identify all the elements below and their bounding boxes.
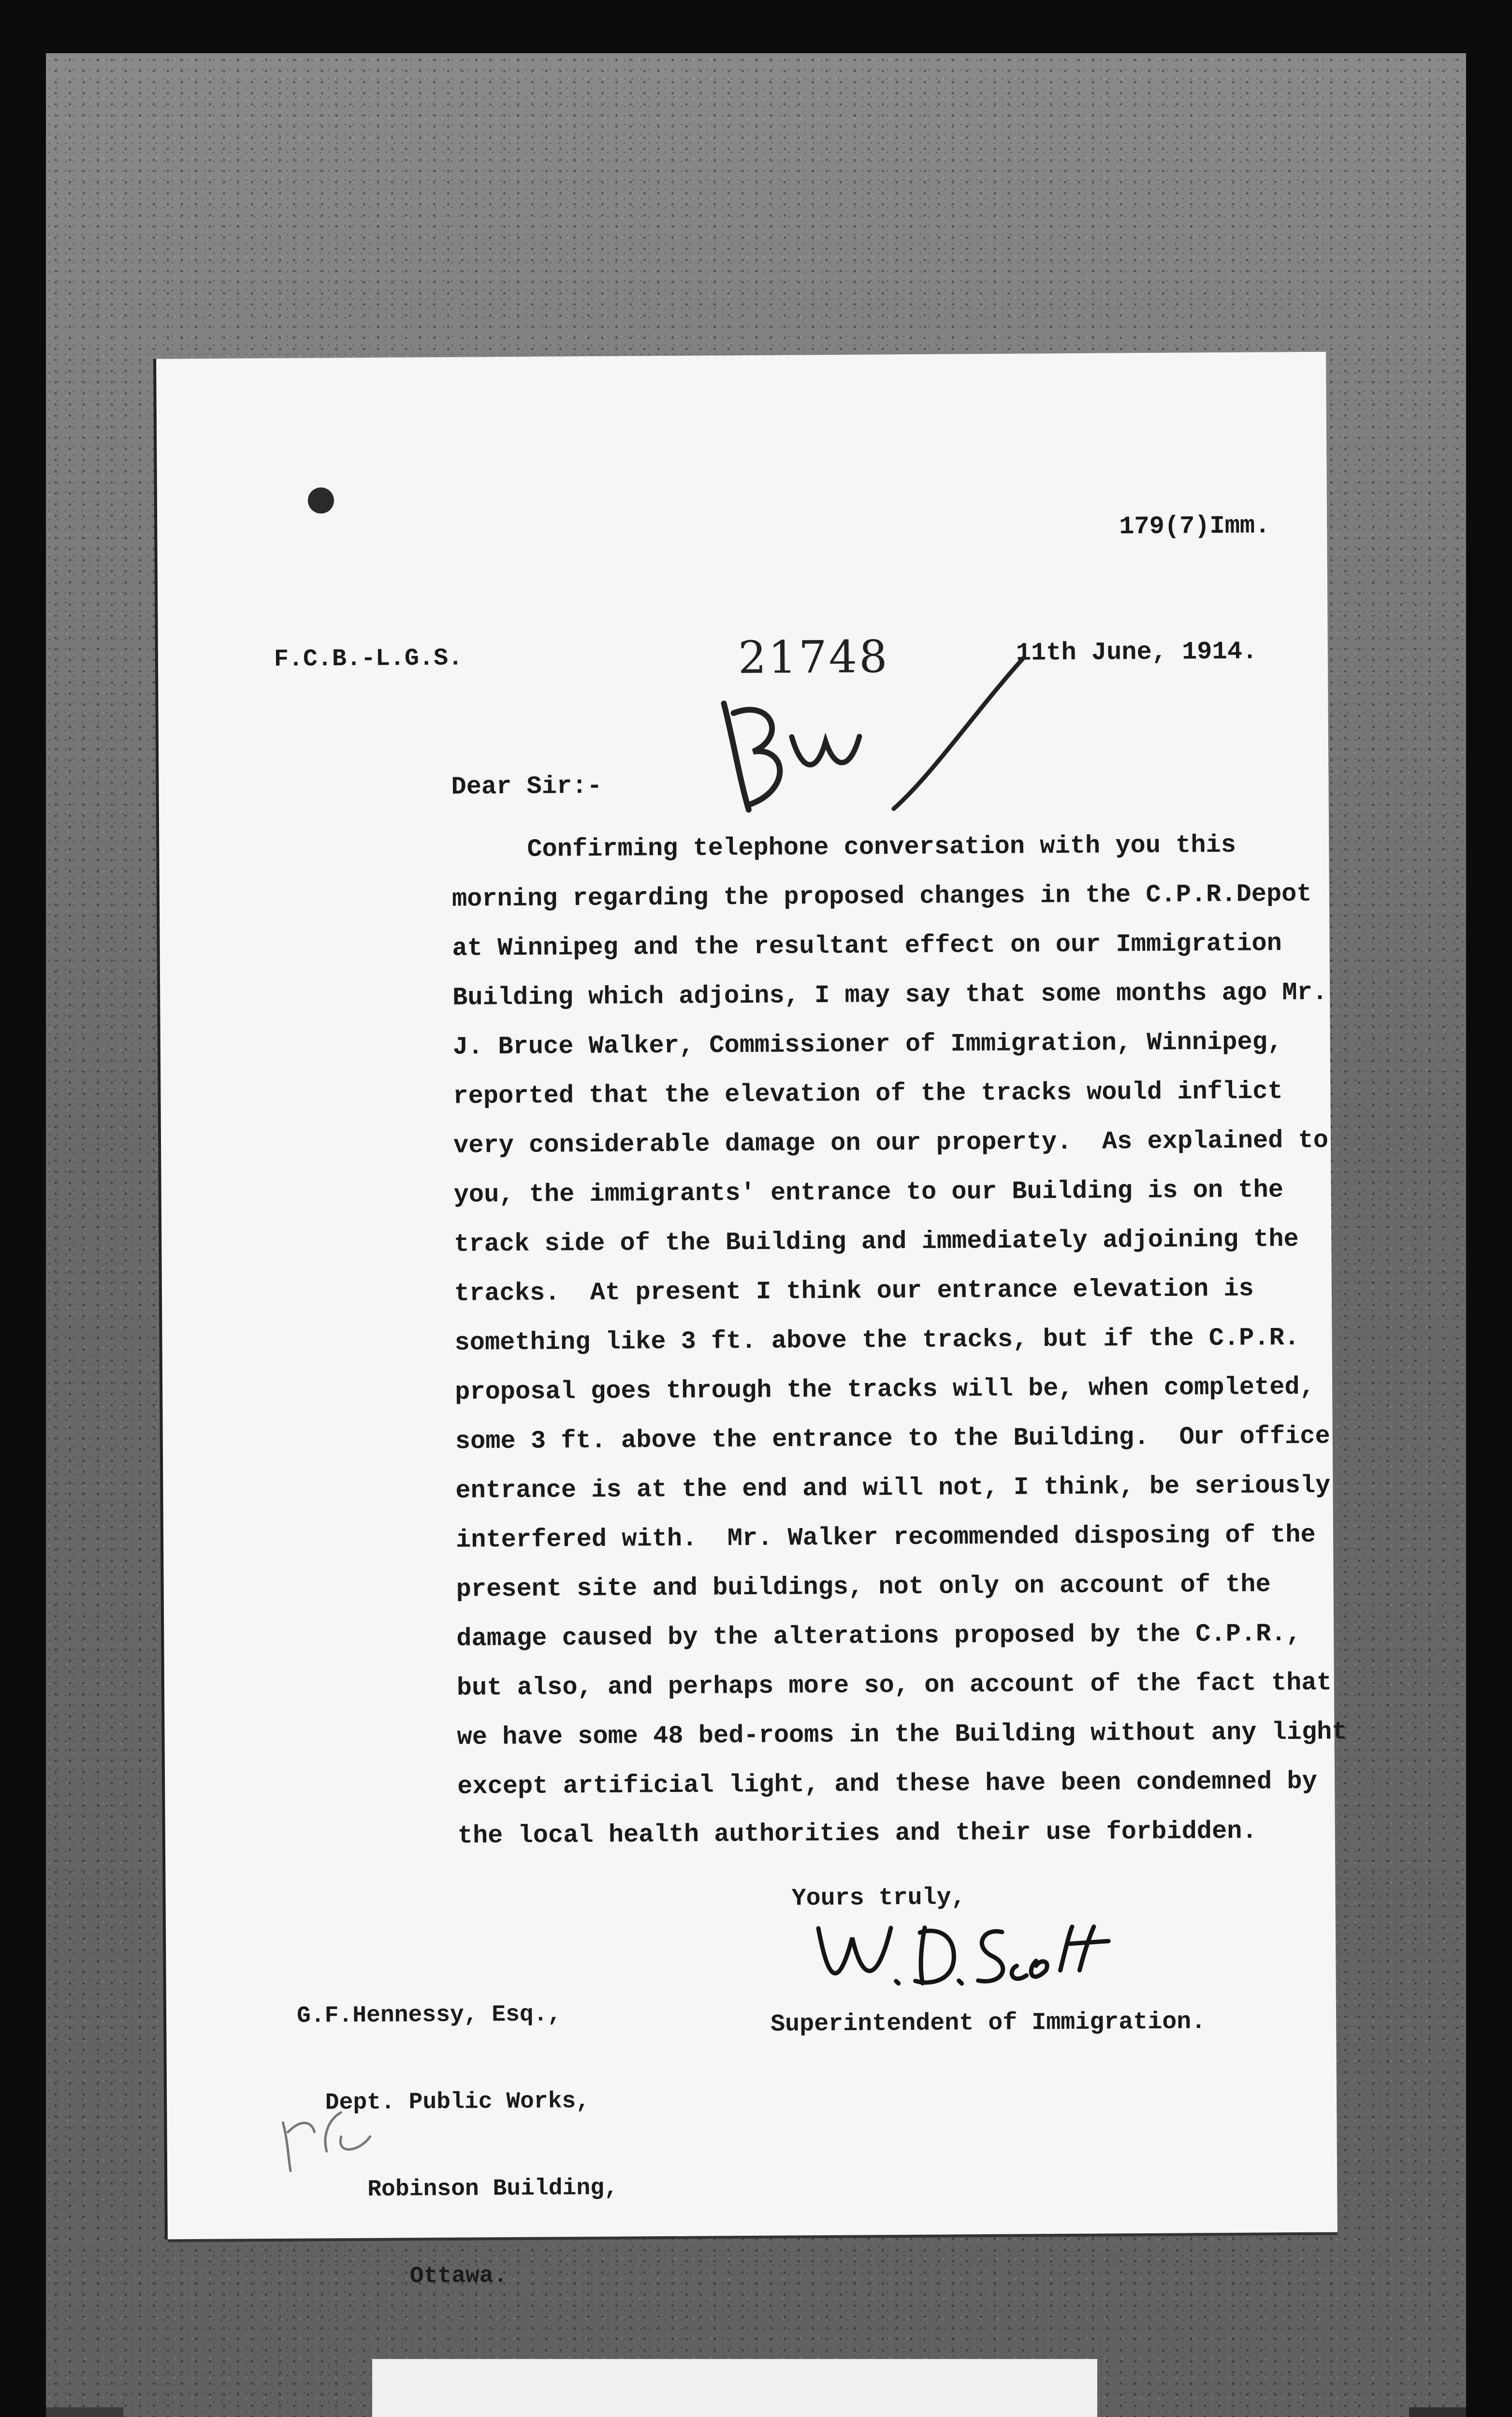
closing: Yours truly, [791, 1884, 966, 1913]
body-line: tracks. At present I think our entrance elevation is [454, 1274, 1254, 1308]
body-line: except artificial light, and these have been condemned by [457, 1767, 1318, 1801]
body-line: Confirming telephone conversation with you this [451, 830, 1236, 864]
received-number-stamp: 21748 [738, 631, 889, 684]
punch-hole [308, 487, 334, 513]
body-line: track side of the Building and immediately adjoining the [454, 1225, 1299, 1259]
salutation: Dear Sir:- [451, 772, 602, 801]
handwritten-signature [809, 1897, 1119, 2006]
body-line: damage caused by the alterations proposed by the C.P.R., [456, 1619, 1301, 1653]
addressee-line: Robinson Building, [298, 2175, 618, 2203]
body-line: J. Bruce Walker, Commissioner of Immigration, Winnipeg, [452, 1028, 1283, 1062]
body-line: morning regarding the proposed changes in the C.P.R.Depot [451, 879, 1312, 914]
letter-page [156, 352, 1347, 2290]
body-line: proposal goes through the tracks will be, when completed, [455, 1372, 1315, 1407]
body-line: reported that the elevation of the tracks would inflict [453, 1077, 1283, 1111]
body-line: interfered with. Mr. Walker recommended disposing of the [455, 1520, 1316, 1555]
body-line: something like 3 ft. above the tracks, but if the C.P.R. [454, 1324, 1300, 1357]
pencil-annotation [268, 2078, 394, 2176]
addressee-line: Dept. Public Works, [297, 2088, 590, 2116]
letter-date: 11th June, 1914. [1016, 637, 1258, 668]
body-line: very considerable damage on our property. As explained to [453, 1126, 1329, 1160]
body-line: at Winnipeg and the resultant effect on our Immigration [452, 929, 1282, 963]
addressee-line: G.F.Hennessy, Esq., [296, 2001, 562, 2029]
mount-edge-left [46, 2407, 123, 2417]
file-code: 179(7)Imm. [1119, 511, 1270, 541]
label-tab [372, 2359, 1097, 2417]
body-line: Building which adjoins, I may say that some months ago Mr. [452, 978, 1328, 1012]
body-line: but also, and perhaps more so, on account of the fact that [456, 1668, 1332, 1703]
body-line: present site and buildings, not only on account of the [456, 1570, 1271, 1604]
body-line: some 3 ft. above the entrance to the Building. Our office [455, 1422, 1330, 1456]
body-line: you, the immigrants' entrance to our Building is on the [453, 1176, 1284, 1209]
addressee-line: Ottawa. [298, 2263, 508, 2290]
handwritten-initials-mark [704, 614, 1044, 839]
body-line: entrance is at the end and will not, I think, be seriously [455, 1471, 1331, 1505]
mount-edge-right [1409, 2407, 1466, 2417]
reference-initials: F.C.B.-L.G.S. [274, 644, 463, 673]
body-line: the local health authorities and their use forbidden. [457, 1817, 1257, 1850]
body-line: we have some 48 bed-rooms in the Building without any light [457, 1718, 1347, 1752]
signatory-title: Superintendent of Immigration. [771, 2008, 1206, 2038]
